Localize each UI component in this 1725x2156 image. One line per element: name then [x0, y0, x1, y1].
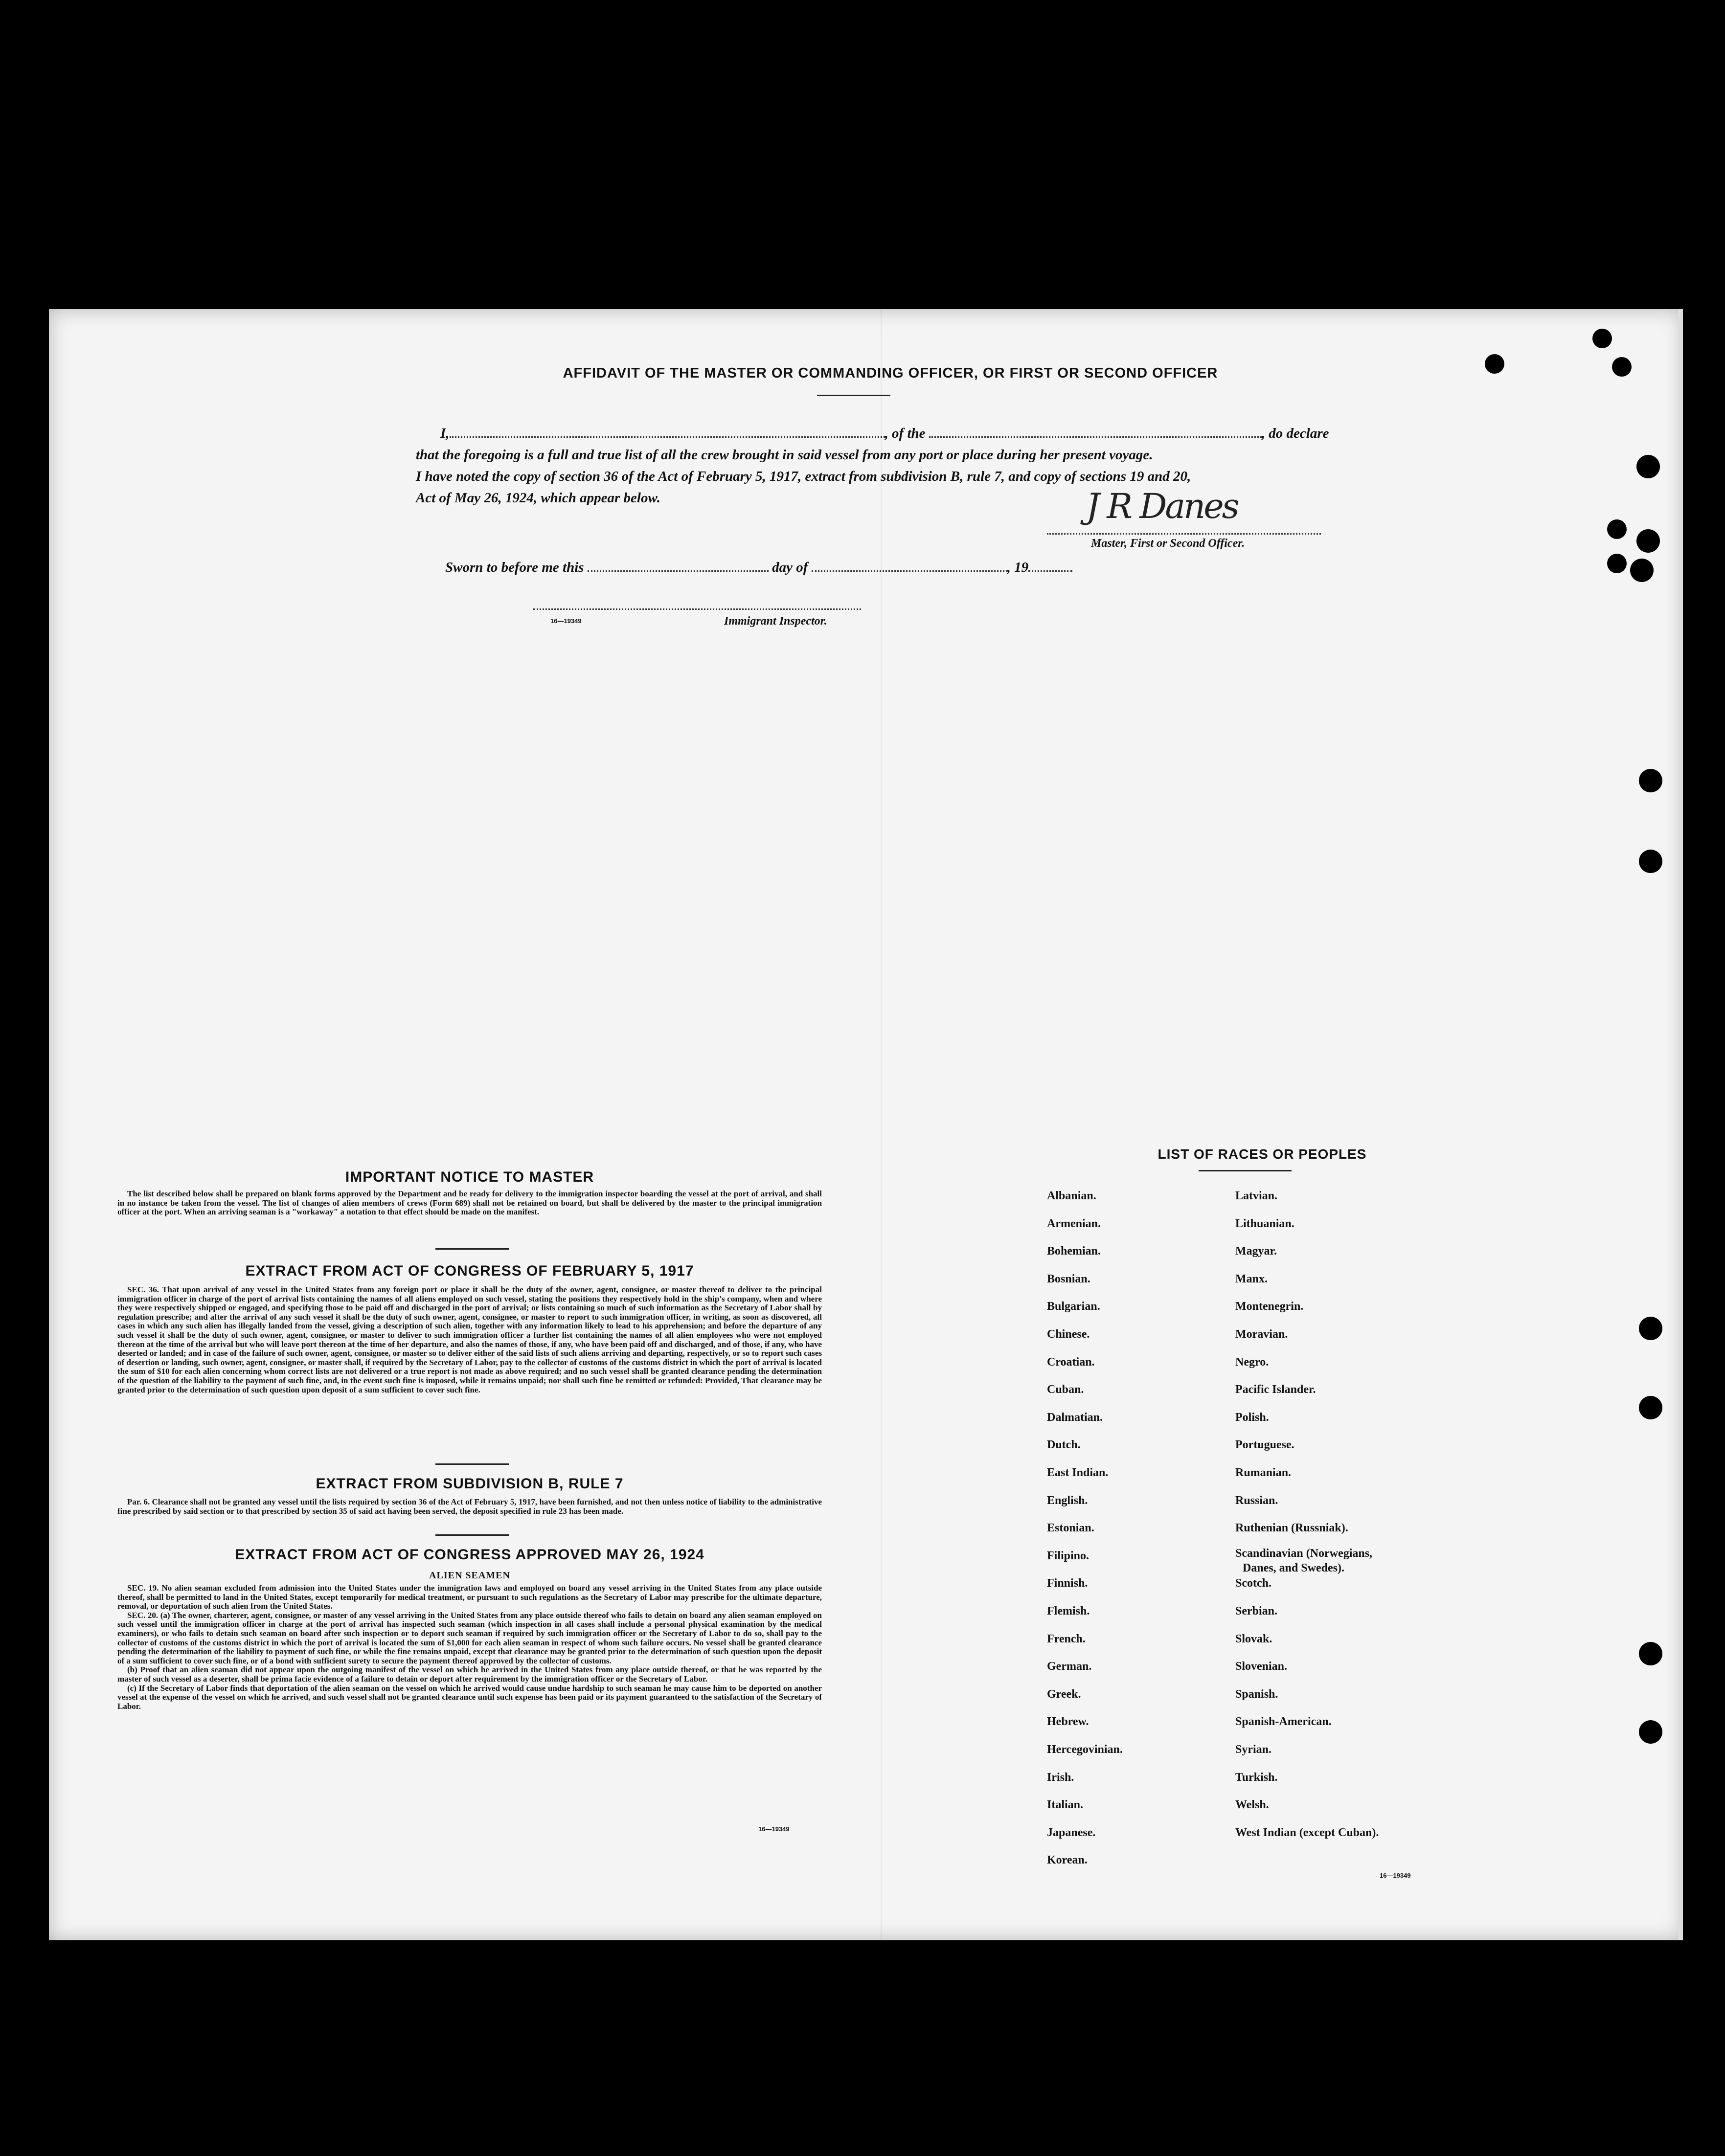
race-item: Hercegovinian.	[1047, 1743, 1123, 1756]
race-item: Welsh.	[1235, 1798, 1269, 1812]
master-signature: J R Danes	[1086, 486, 1238, 526]
declaration-i: I,	[440, 426, 450, 441]
alien-seamen-subtitle: ALIEN SEAMEN	[429, 1570, 510, 1581]
affidavit-title: AFFIDAVIT OF THE MASTER OR COMMANDING OFFICER, OR FIRST OR SECOND OFFICER	[563, 365, 1218, 381]
section-divider	[435, 1463, 509, 1465]
race-item: Dalmatian.	[1047, 1411, 1103, 1424]
notice-title: IMPORTANT NOTICE TO MASTER	[345, 1169, 594, 1185]
notice-text	[117, 1190, 822, 1217]
race-item: Serbian.	[1235, 1605, 1278, 1617]
sworn-label: Sworn to before me this	[445, 560, 584, 575]
race-item: Japanese.	[1047, 1826, 1096, 1839]
form-number: 16—19349	[550, 617, 582, 625]
race-item: Moravian.	[1235, 1328, 1288, 1341]
binder-hole-icon	[1612, 357, 1632, 377]
race-item: Hebrew.	[1047, 1715, 1089, 1729]
race-item: Bosnian.	[1047, 1272, 1090, 1285]
race-item: Korean.	[1047, 1854, 1088, 1867]
declaration-do-declare: , do declare	[1261, 426, 1329, 441]
race-item: Scotch.	[1235, 1577, 1271, 1590]
page-fold	[881, 309, 882, 1940]
sworn-year-blank	[1028, 570, 1072, 572]
signature-caption: Master, First or Second Officer.	[1091, 537, 1245, 550]
binder-hole-icon	[1607, 519, 1627, 539]
form-number: 16—19349	[758, 1825, 790, 1833]
race-item: Estonian.	[1047, 1522, 1094, 1535]
declaration-line-2: that the foregoing is a full and true list of all the crew brought in said vessel from any port or place during her present voyage.	[416, 447, 1153, 463]
binder-hole-icon	[1639, 850, 1662, 873]
film-border-top	[0, 0, 1725, 218]
race-item: Armenian.	[1047, 1217, 1101, 1230]
declaration-line-3: I have noted the copy of section 36 of the Act of February 5, 1917, extract from subdivision B, rule 7, and copy of sections 19 and 20,	[416, 469, 1191, 484]
race-item: Latvian.	[1235, 1190, 1278, 1202]
race-item: Cuban.	[1047, 1383, 1084, 1396]
title-underline	[817, 395, 890, 396]
binder-hole-icon	[1636, 455, 1660, 478]
race-item: Italian.	[1047, 1798, 1084, 1812]
page-edge	[1678, 309, 1683, 1940]
race-item: Rumanian.	[1235, 1466, 1292, 1479]
race-item: Montenegrin.	[1235, 1300, 1304, 1313]
declaration-of-the: , of the	[885, 426, 926, 441]
race-item: Bulgarian.	[1047, 1300, 1100, 1313]
race-item: Flemish.	[1047, 1605, 1090, 1617]
extract-1917-title: EXTRACT FROM ACT OF CONGRESS OF FEBRUARY 5, 1917	[245, 1263, 694, 1279]
race-item: Chinese.	[1047, 1328, 1090, 1341]
race-item: Slovak.	[1235, 1632, 1272, 1645]
affidavit-heading	[489, 365, 1292, 382]
day-of-label: day of	[772, 560, 808, 575]
race-item: Polish.	[1235, 1411, 1269, 1424]
race-item: French.	[1047, 1632, 1086, 1645]
extract-1924-title: EXTRACT FROM ACT OF CONGRESS APPROVED MAY 26, 1924	[235, 1547, 704, 1563]
master-name-blank	[450, 436, 885, 438]
inspector-caption: Immigrant Inspector.	[724, 615, 827, 628]
declaration-line-1	[440, 426, 1370, 442]
sworn-line	[445, 560, 1179, 576]
race-item: Negro.	[1235, 1355, 1269, 1369]
race-item: Turkish.	[1235, 1771, 1278, 1784]
sworn-month-blank	[812, 570, 1007, 572]
inspector-signature-line	[533, 608, 861, 610]
section-20a-paragraph: SEC. 20. (a) The owner, charterer, agent, consignee, or master of any vessel arriving in the United States from any place outside thereof who fails to detain on board any alien seaman employed on such vessel until the immigration officer in charge at the port of arrival has inspected such seaman (which inspection in all cases shall include a personal physical examination by the medical examiners), or who fails to detain such seaman on board after such inspection or to deport such seaman if required by such immigration officer or the Secretary of Labor to do so, shall pay to the collector of customs of the customs district in which the port of arrival is located the sum of $1,000 for each alien seaman in respect of whom such failure occurs. No vessel shall be granted clearance pending the determination of the liability to payment of such fine, or while the fine remains unpaid, except that clearance may be granted prior to the determination of such question upon the deposit of a sum sufficient to cover such fine, or of a bond with sufficient surety to secure the payment thereof approved by the collector of customs.	[117, 1610, 822, 1665]
race-item: East Indian.	[1047, 1466, 1109, 1479]
film-border-bottom	[0, 1940, 1725, 2156]
binder-hole-icon	[1639, 1720, 1662, 1744]
race-item: Magyar.	[1235, 1245, 1277, 1258]
race-item: Portuguese.	[1235, 1438, 1294, 1452]
race-item: Pacific Islander.	[1235, 1383, 1316, 1396]
binder-hole-icon	[1639, 1317, 1662, 1340]
race-item: English.	[1047, 1494, 1088, 1507]
race-item: Ruthenian (Russniak).	[1235, 1522, 1348, 1535]
race-item: West Indian (except Cuban).	[1235, 1826, 1379, 1839]
race-item: Russian.	[1235, 1494, 1278, 1507]
race-item: Spanish-American.	[1235, 1715, 1332, 1729]
binder-hole-icon	[1607, 554, 1627, 573]
race-item: Finnish.	[1047, 1577, 1088, 1590]
document-page	[49, 309, 1683, 1940]
race-item: Spanish.	[1235, 1687, 1278, 1701]
race-item: Lithuanian.	[1235, 1217, 1294, 1230]
race-item: Croatian.	[1047, 1355, 1095, 1369]
race-item: Danes, and Swedes).	[1243, 1562, 1345, 1575]
race-item: Slovenian.	[1235, 1660, 1288, 1673]
binder-hole-icon	[1592, 329, 1612, 348]
declaration-line-4: Act of May 26, 1924, which appear below.	[416, 490, 660, 506]
vessel-name-blank	[929, 436, 1262, 438]
extract-1924-text	[117, 1584, 822, 1711]
rule-7-title: EXTRACT FROM SUBDIVISION B, RULE 7	[316, 1476, 624, 1492]
section-20c-paragraph: (c) If the Secretary of Labor finds that deportation of the alien seaman on the vessel on which he arrived would cause undue hardship to such seaman he may cause him to be deported on another vessel at the expense of the vessel on which he arrived, and such vessel shall not be granted clearance until such expense has been paid or its payment guaranteed to the satisfaction of the Secretary of Labor.	[117, 1683, 822, 1711]
form-number: 16—19349	[1380, 1872, 1411, 1879]
race-item: Filipino.	[1047, 1549, 1089, 1562]
race-item: Albanian.	[1047, 1190, 1096, 1202]
sworn-date-blank	[588, 570, 769, 572]
rule-7-text	[117, 1498, 822, 1516]
signature-line	[1047, 533, 1321, 535]
races-title: LIST OF RACES OR PEOPLES	[1158, 1146, 1367, 1162]
binder-hole-icon	[1639, 769, 1662, 792]
binder-hole-icon	[1630, 559, 1654, 582]
rule-7-paragraph: Par. 6. Clearance shall not be granted any vessel until the lists required by section 36 of the Act of February 5, 1917, have been furnished, and not then unless notice of liability to the administrative fine prescribed by said section or to that prescribed by section 35 of said act having been served, the deposit specified in rule 23 has been made.	[117, 1497, 822, 1516]
race-item: Manx.	[1235, 1272, 1268, 1285]
binder-hole-icon	[1639, 1642, 1662, 1665]
races-title-underline	[1199, 1170, 1292, 1171]
race-item: Greek.	[1047, 1687, 1081, 1701]
section-divider	[435, 1248, 509, 1250]
race-item: Irish.	[1047, 1771, 1074, 1784]
race-item: Dutch.	[1047, 1438, 1081, 1452]
section-36-paragraph: SEC. 36. That upon arrival of any vessel in the United States from any foreign port or place it shall be the duty of the owner, agent, consignee, or master thereof to deliver to the principal immigration officer in charge of the port of arrival lists containing the names of all aliens employed on such vessel, stating the positions they respectively hold in the ship's company, when and where they were respectively shipped or engaged, and specifying those to be paid off and discharged in the port of arrival; or lists containing so much of such information as the Secretary of Labor shall by regulation prescribe; and after the arrival of any such vessel it shall be the duty of such owner, agent, consignee, or master to report to such immigration officer, in writing, as soon as discovered, all cases in which any such alien has illegally landed from the vessel, giving a description of such alien, together with any information likely to lead to his apprehension; and before the departure of any such vessel it shall be the duty of such owner, agent, consignee, or master to deliver to such immigration officer a further list containing the names of all alien employees who were not employed thereon at the time of the arrival but who will leave port thereon at the time of her departure, and also the names of those, if any, who have been paid off and discharged, and of those, if any, who have deserted or landed; and in case of the failure of such owner, agent, consignee, or master so to deliver either of the said lists of such aliens arriving and departing, respectively, or so to report such cases of desertion or landing, such owner, agent, consignee, or master shall, if required by the Secretary of Labor, pay to the collector of customs of the customs district in which the port of arrival is located the sum of $10 for each alien concerning whom correct lists are not delivered or a true report is not made as above required; and no such vessel shall be granted clearance pending the determination of the question of the liability to the payment of such fine, and, in the event such fine is imposed, while it remains unpaid; nor shall such fine be remitted or refunded: Provided, That clearance may be granted prior to the determination of such question upon deposit of a sum sufficient to cover such fine.	[117, 1285, 822, 1394]
extract-1917-text	[117, 1285, 822, 1394]
section-20b-paragraph: (b) Proof that an alien seaman did not appear upon the outgoing manifest of the vessel on which he arrived in the United States from any place outside thereof, or that he was reported by the master of such vessel as a deserter, shall be prima facie evidence of a failure to detain or deport after requirement by the immigration officer or the Secretary of Labor.	[117, 1665, 822, 1684]
notice-paragraph: The list described below shall be prepared on blank forms approved by the Department and be ready for delivery to the immigration inspector boarding the vessel at the port of arrival, and shall in no instance be taken from the vessel. The list of changes of alien members of crews (Form 689) shall not be retained on board, but shall be delivered by the master to the principal immigration officer at the port. When an arriving seaman is a "workaway" a notation to that effect should be made on the manifest.	[117, 1189, 822, 1217]
race-item: Bohemian.	[1047, 1245, 1101, 1258]
section-19-paragraph: SEC. 19. No alien seaman excluded from admission into the United States under the immigration laws and employed on board any vessel arriving in the United States from any place outside thereof, shall be permitted to land in the United States, except temporarily for medical treatment, or pursuant to such regulations as the Secretary of Labor may prescribe for the ultimate departure, removal, or deportation of such alien from the United States.	[117, 1583, 822, 1611]
section-divider	[435, 1534, 509, 1536]
race-item: Scandinavian (Norwegians,	[1235, 1547, 1373, 1560]
binder-hole-icon	[1485, 354, 1504, 374]
race-item: Syrian.	[1235, 1743, 1272, 1756]
race-item: German.	[1047, 1660, 1092, 1673]
binder-hole-icon	[1639, 1396, 1662, 1419]
binder-hole-icon	[1636, 529, 1660, 553]
year-prefix: , 19	[1007, 560, 1029, 575]
